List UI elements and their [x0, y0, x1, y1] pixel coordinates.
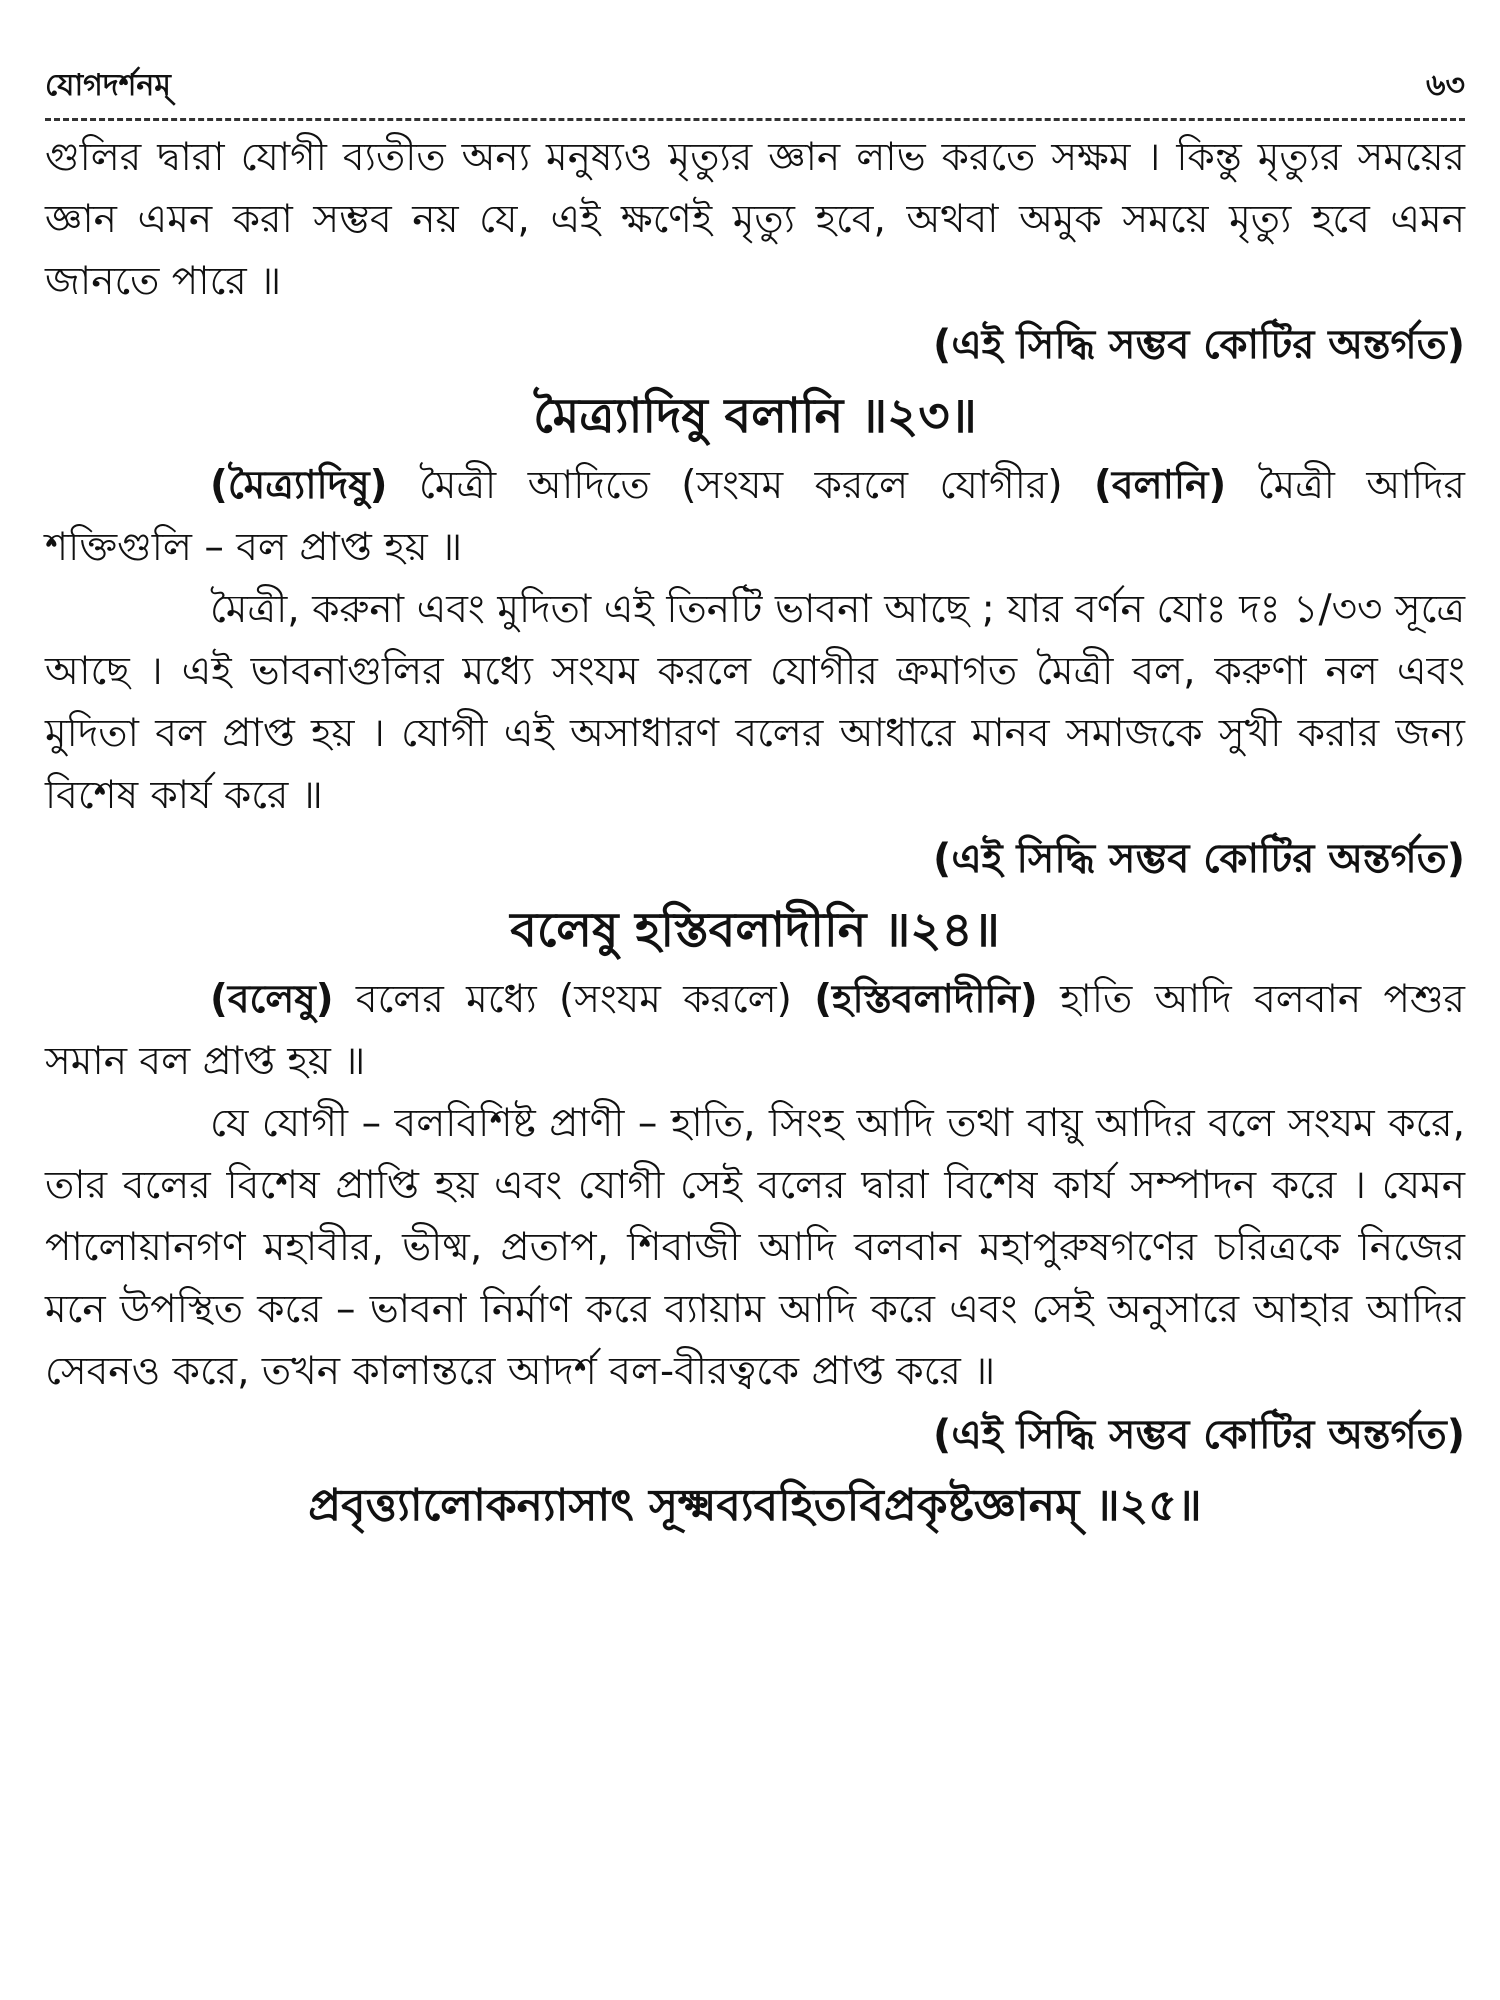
sutra-term: (বলেষু) [210, 977, 334, 1022]
sutra-23-commentary: মৈত্রী, করুনা এবং মুদিতা এই তিনটি ভাবনা আছে ; যার বর্ণন যোঃ দঃ ১/৩৩ সূত্রে আছে । এই ভাবনাগুলির মধ্যে সংযম করলে যোগীর ক্রমাগত মৈত্রী বল, করুণা নল এবং মুদিতা বল প্রাপ্ত হয় । যোগী এই অসাধারণ বলের আধারে মানব সমাজকে সুখী করার জন্য বিশেষ কার্য করে ॥ [45, 587, 1465, 818]
page-body [45, 127, 1465, 1545]
meaning-text: বলের মধ্যে (সংযম করলে) [333, 977, 815, 1022]
paragraph-continuation: গুলির দ্বারা যোগী ব্যতীত অন্য মনুষ্যও মৃত্যুর জ্ঞান লাভ করতে সক্ষম । কিন্তু মৃত্যুর সময়ের জ্ঞান এমন করা সম্ভব নয় যে, এই ক্ষণেই মৃত্যু হবে, অথবা অমুক সময়ে মৃত্যু হবে এমন জানতে পারে ॥ [45, 135, 1465, 304]
sutra-23-word-meaning [45, 455, 1465, 579]
sutra-heading-23: মৈত্র্যাদিষু বলানি ॥২৩॥ [533, 388, 977, 444]
meaning-text: হাতি আদি বলবান পশুর সমান বল প্রাপ্ত হয় ॥ [45, 977, 1465, 1084]
sutra-24-word-meaning [45, 969, 1465, 1093]
siddhi-verdict: (এই সিদ্ধি সম্ভব কোটির অন্তর্গত) [933, 1412, 1465, 1458]
book-title: যোগদর্শনম্ [45, 68, 171, 103]
running-header [45, 60, 1465, 121]
siddhi-verdict: (এই সিদ্ধি সম্ভব কোটির অন্তর্গত) [933, 836, 1465, 882]
sutra-heading-25: প্রবৃত্ত্যালোকন্যাসাৎ সূক্ষ্মব্যবহিতবিপ্রকৃষ্টজ্ঞানম্ ॥২৫॥ [308, 1480, 1202, 1531]
sutra-term: (মৈত্র্যাদিষু) [210, 463, 388, 508]
sutra-heading-24: বলেষু হস্তিবলাদীনি ॥২৪॥ [510, 902, 1000, 958]
sutra-term: (হস্তিবলাদীনি) [814, 977, 1038, 1022]
siddhi-verdict: (এই সিদ্ধি সম্ভব কোটির অন্তর্গত) [933, 322, 1465, 368]
sutra-24-commentary: যে যোগী – বলবিশিষ্ট প্রাণী – হাতি, সিংহ আদি তথা বায়ু আদির বলে সংযম করে, তার বলের বিশেষ প্রাপ্তি হয় এবং যোগী সেই বলের দ্বারা বিশেষ কার্য সম্পাদন করে । যেমন পালোয়ানগণ মহাবীর, ভীষ্ম, প্রতাপ, শিবাজী আদি বলবান মহাপুরুষগণের চরিত্রকে নিজের মনে উপস্থিত করে – ভাবনা নির্মাণ করে ব্যায়াম আদি করে এবং সেই অনুসারে আহার আদির সেবনও করে, তখন কালান্তরে আদর্শ বল-বীরত্বকে প্রাপ্ত করে ॥ [45, 1101, 1465, 1394]
page-number: ৬৩ [1425, 68, 1465, 103]
page [45, 60, 1465, 1545]
sutra-term: (বলানি) [1094, 463, 1227, 508]
meaning-text: মৈত্রী আদির শক্তিগুলি – বল প্রাপ্ত হয় ॥ [45, 463, 1465, 570]
meaning-text: মৈত্রী আদিতে (সংযম করলে যোগীর) [387, 463, 1095, 508]
